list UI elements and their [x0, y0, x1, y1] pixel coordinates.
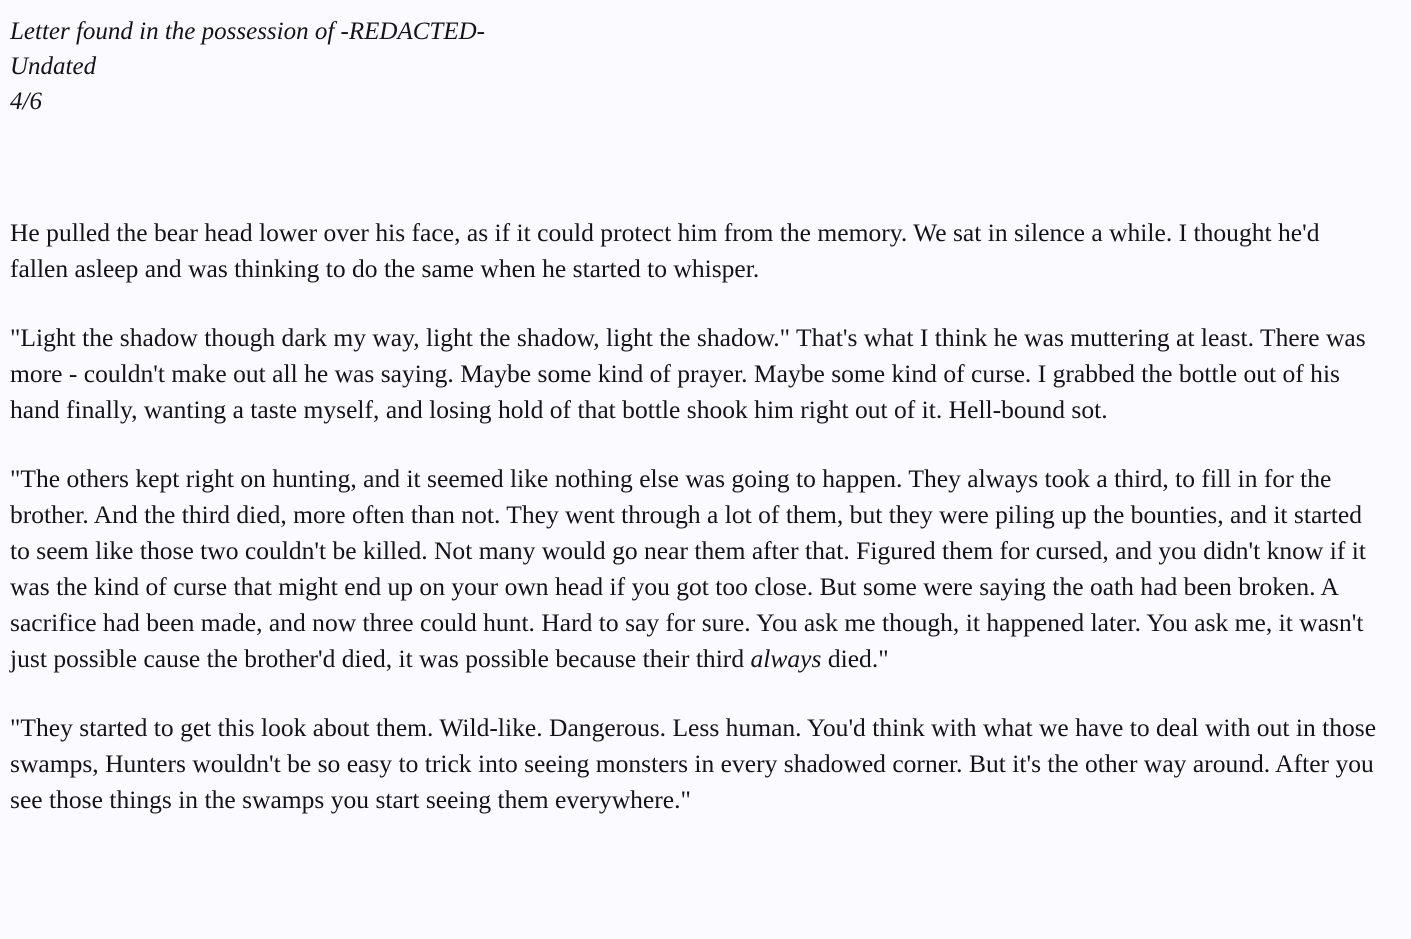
- paragraph-3-emphasis: always: [750, 644, 822, 673]
- paragraph-2: "Light the shadow though dark my way, light the shadow, light the shadow." That's what I think he was muttering at least. There was more - couldn't make out all he was saying. Maybe some kind of prayer. Maybe some kind of curse. I grabbed the bottle out of his hand finally, wanting a taste myself, and losing hold of that bottle shook him right out of it. Hell-bound sot.: [10, 323, 1366, 424]
- header-line-date: Undated: [10, 53, 97, 80]
- paragraph-4: "They started to get this look about them. Wild-like. Dangerous. Less human. You'd think with what we have to deal with out in those swamps, Hunters wouldn't be so easy to trick into seeing monsters in every shadowed corner. But it's the other way around. After you see those things in the swamps you start seeing them everywhere.": [10, 713, 1377, 814]
- header-line-source: Letter found in the possession of -REDACTED-: [10, 18, 485, 45]
- paragraph-1: He pulled the bear head lower over his face, as if it could protect him from the memory. We sat in silence a while. I thought he'd fallen asleep and was thinking to do the same when he started to whisper.: [10, 218, 1320, 283]
- header-line-page-number: 4/6: [10, 88, 42, 115]
- document-body: [10, 215, 1381, 818]
- document-header: [10, 14, 1381, 119]
- paragraph-3-part1: "The others kept right on hunting, and it seemed like nothing else was going to happen. They always took a third, to fill in for the brother. And the third died, more often than not. They went through a lot of them, but they were piling up the bounties, and it started to seem like those two couldn't be killed. Not many would go near them after that. Figured them for cursed, and you didn't know if it was the kind of curse that might end up on your own head if you got too close. But some were saying the oath had been broken. A sacrifice had been made, and now three could hunt. Hard to say for sure. You ask me though, it happened later. You ask me, it wasn't just possible cause the brother'd died, it was possible because their third: [10, 464, 1366, 673]
- paragraph-3: [10, 461, 1381, 677]
- paragraph-3-part2: died.": [821, 644, 889, 673]
